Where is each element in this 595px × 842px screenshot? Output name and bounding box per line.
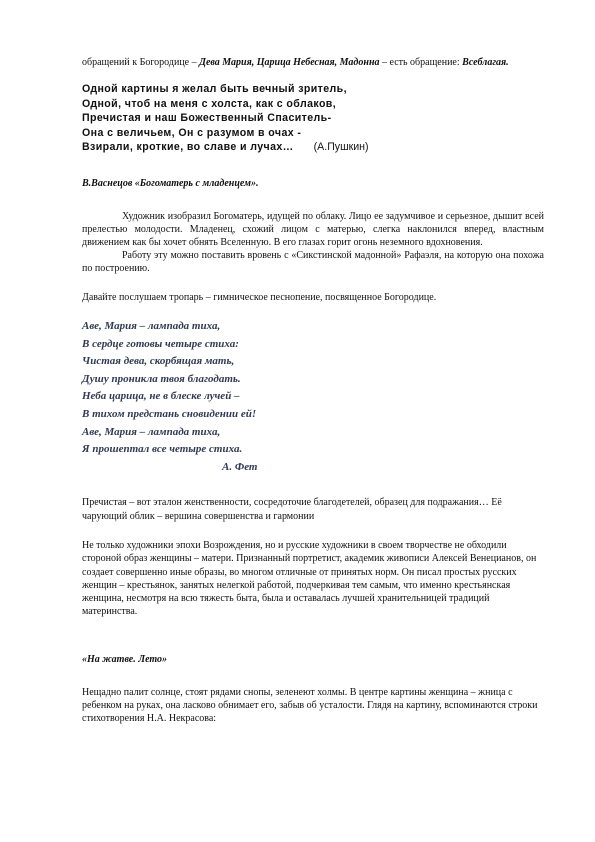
troparion-invite: Давайте послушаем тропарь – гимническое песнопение, посвященное Богородице. <box>82 291 437 303</box>
intro-paragraph <box>82 56 544 69</box>
poem-author: (А.Пушкин) <box>313 141 369 154</box>
section-heading-harvest: «На жатве. Лето» <box>82 653 168 665</box>
poem-line: Пречистая и наш Божественный Спаситель- <box>82 112 332 125</box>
fet-poem <box>82 318 544 476</box>
intro-text: обращений к Богородице – <box>82 57 200 68</box>
vasnetsov-paragraph-1: Художник изобразил Богоматерь, идущей по облаку. Лицо ее задумчивое и серьезное, дышит всей прелестью молодости. Младенец, схожий лицом с матерью, слегка наклонился вперед, властным движением как бы хочет обнять Вселенную. В его глазах горит огонь неземного вдохновения. <box>82 210 544 248</box>
intro-text-middle: – есть обращение: <box>379 57 463 68</box>
harvest-paragraph: Нещадно палит солнце, стоят рядами снопы, зеленеют холмы. В центре картины женщина – жница с ребенком на руках, она ласково обнимает его, забыв об усталости. Глядя на картину, вспоминаются строки стихотворения Н.А. Некрасова: <box>82 686 538 725</box>
pushkin-poem <box>82 82 544 155</box>
vasnetsov-paragraph-2: Работу эту можно поставить вровень с «Сикстинской мадонной» Рафаэля, на которую она похожа по построению. <box>82 249 544 274</box>
poem-line-last <box>82 140 544 155</box>
intro-epithet: Всеблагая. <box>462 57 509 68</box>
poem-line: В тихом предстань сновидении ей! <box>82 407 257 420</box>
poem-line: Аве, Мария – лампада тиха, <box>82 425 221 438</box>
poem-line: Я прошептал все четыре стиха. <box>82 443 243 456</box>
poem-line: Аве, Мария – лампада тиха, <box>82 319 221 332</box>
poem-line: В сердце готовы четыре стиха: <box>82 337 239 350</box>
poem-line: Она с величьем, Он с разумом в очах - <box>82 126 302 139</box>
poem-line: Неба царица, не в блеске лучей – <box>82 390 240 403</box>
poem-line: Чистая дева, скорбящая мать, <box>82 355 235 368</box>
poem-line: Одной картины я желал быть вечный зритель, <box>82 83 347 95</box>
intro-names: Дева Мария, Царица Небесная, Мадонна <box>199 57 380 68</box>
poem-line: Одной, чтоб на меня с холста, как с облаков, <box>82 97 337 110</box>
poem-author: А. Фет <box>222 460 258 473</box>
document-page <box>82 56 544 726</box>
section-heading-text: В.Васнецов «Богоматерь с младенцем». <box>82 177 259 189</box>
poem-line-text: Взирали, кроткие, во славе и лучах… <box>82 141 294 154</box>
russian-artists-paragraph: Не только художники эпохи Возрождения, но и русские художники в своем творчестве не обходили стороной образ женщины – матери. Признанный портретист, академик живописи Алексей Венецианов, он создает совершенно иные образы, во многом отличные от принятых норм. Он писал простых русских женщин – крестьянок, занятых нелегкой работой, подчеркивая тем самым, что именно крестьянская женщина, несмотря на всю тяжесть быта, была и оставалась лучшей хранительницей традиций материнства. <box>82 539 537 618</box>
ideal-paragraph: Пречистая – вот эталон женственности, сосредоточие благодетелей, образец для подражания… Её чарующий облик – вершина совершенства и гармонии <box>82 497 502 522</box>
section-heading-vasnetsov <box>82 177 544 190</box>
poem-line: Душу проникла твоя благодать. <box>82 372 241 385</box>
